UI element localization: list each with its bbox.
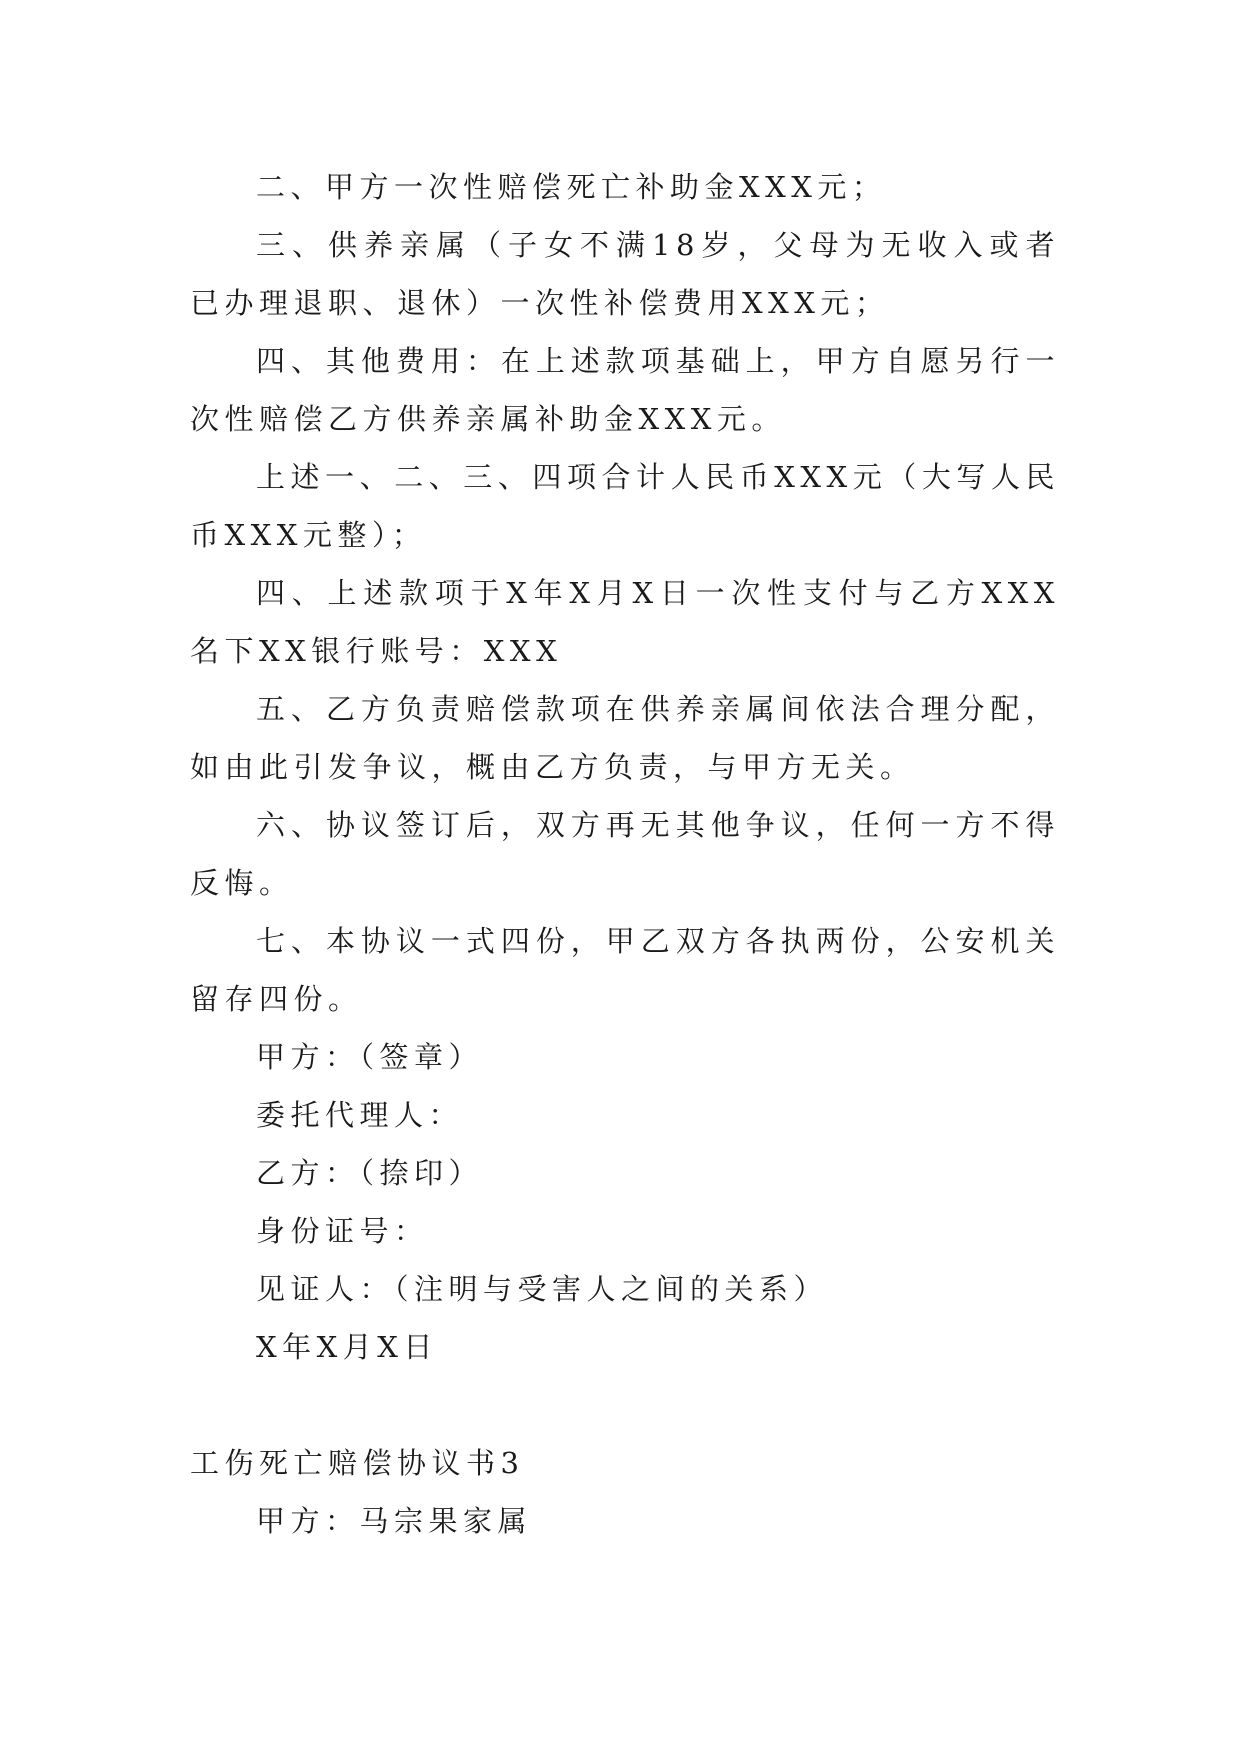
clause-4-payment: 四、上述款项于X年X月X日一次性支付与乙方XXX名下XX银行账号：XXX [190,576,1060,668]
clause-5: 五、乙方负责赔偿款项在供养亲属间依法合理分配，如由此引发争议，概由乙方负责，与甲方无关。 [190,692,1060,784]
signature-witness: 见证人：（注明与受害人之间的关系） [256,1272,829,1306]
document-body [190,158,1060,1550]
next-section-party-a: 甲方：马宗果家属 [256,1504,533,1538]
section-gap [190,1376,1060,1434]
clause-4-other-fees: 四、其他费用：在上述款项基础上，甲方自愿另行一次性赔偿乙方供养亲属补助金XXX元。 [190,344,1060,436]
clause-7: 七、本协议一式四份，甲乙双方各执两份，公安机关留存四份。 [190,924,1060,1016]
signature-id-number: 身份证号： [256,1214,429,1248]
signature-party-a: 甲方：（签章） [256,1040,484,1074]
clause-6: 六、协议签订后，双方再无其他争议，任何一方不得反悔。 [190,808,1060,900]
signature-party-b: 乙方：（捺印） [256,1156,484,1190]
clause-2: 二、甲方一次性赔偿死亡补助金XXX元； [256,170,887,204]
next-section-title: 工伤死亡赔偿协议书3 [190,1446,525,1480]
clause-3: 三、供养亲属（子女不满18岁，父母为无收入或者已办理退职、退休）一次性补偿费用XXX元； [190,228,1060,320]
signature-agent: 委托代理人： [256,1098,464,1132]
clause-total: 上述一、二、三、四项合计人民币XXX元（大写人民币XXX元整）； [190,460,1060,552]
signature-date: X年X月X日 [256,1330,438,1364]
